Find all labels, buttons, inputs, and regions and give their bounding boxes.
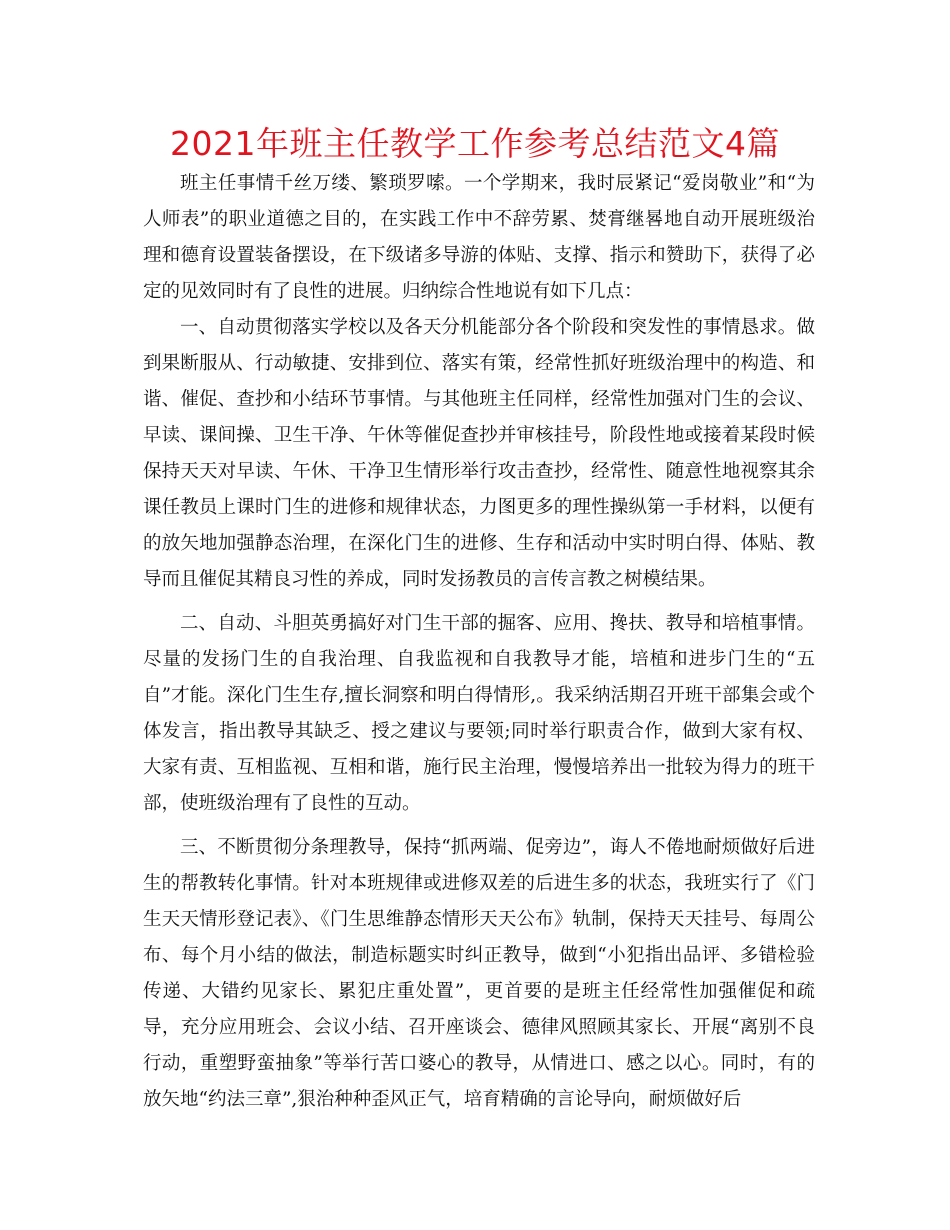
paragraph-section-2: 二、自动、斗胆英勇搞好对门生干部的掘客、应用、搀扶、教导和培植事情。尽量的发扬门生的自我治理、自我监视和自我教导才能，培植和进步门生的“五自”才能。深化门生生存,擅长洞察和明白得情形,。我采纳活期召开班干部集会或个体发言，指出教导其缺乏、授之建议与要领;同时举行职责合作，做到大家有权、大家有责、互相监视、互相和谐，施行民主治理，慢慢培养出一批较为得力的班干部，使班级治理有了良性的互动。 [143, 613, 815, 814]
paragraph-intro: 班主任事情千丝万缕、繁琐罗嗦。一个学期来，我时辰紧记“爱岗敬业”和“为人师表”的职业道德之目的，在实践工作中不辞劳累、焚膏继晷地自动开展班级治理和德育设置装备摆设，在下级诸多导游的体贴、支撑、指示和赞助下，获得了必定的见效同时有了良性的进展。归纳综合性地说有如下几点： [143, 173, 815, 302]
paragraph-section-1: 一、自动贯彻落实学校以及各天分机能部分各个阶段和突发性的事情恳求。做到果断服从、行动敏捷、安排到位、落实有策，经常性抓好班级治理中的构造、和谐、催促、查抄和小结环节事情。与其他班主任同样，经常性加强对门生的会议、早读、课间操、卫生干净、午休等催促查抄并审核挂号，阶段性地或接着某段时候保持天天对早读、午休、干净卫生情形举行攻击查抄，经常性、随意性地视察其余课任教员上课时门生的进修和规律状态，力图更多的理性操纵第一手材料，以便有的放矢地加强静态治理，在深化门生的进修、生存和活动中实时明白得、体贴、教导而且催促其精良习性的养成，同时发扬教员的言传言教之树模结果。 [143, 317, 815, 590]
paragraph-section-3: 三、不断贯彻分条理教导，保持“抓两端、促旁边”，诲人不倦地耐烦做好后进生的帮教转化事情。针对本班规律或进修双差的后进生多的状态，我班实行了《门生天天情形登记表》、《门生思维静态情形天天公布》轨制，保持天天挂号、每周公布、每个月小结的做法，制造标题实时纠正教导，做到“小犯指出品评、多错检验传递、大错约见家长、累犯庄重处置”，更首要的是班主任经常性加强催促和疏导，充分应用班会、会议小结、召开座谈会、德律风照顾其家长、开展“离别不良行动，重塑野蛮抽象”等举行苦口婆心的教导，从情进口、感之以心。同时，有的放矢地“约法三章”,狠治种种歪风正气，培育精确的言论导向，耐烦做好后 [143, 837, 815, 1110]
document-body [143, 166, 815, 1118]
document-title: 2021年班主任教学工作参考总结范文4篇 [170, 124, 780, 163]
